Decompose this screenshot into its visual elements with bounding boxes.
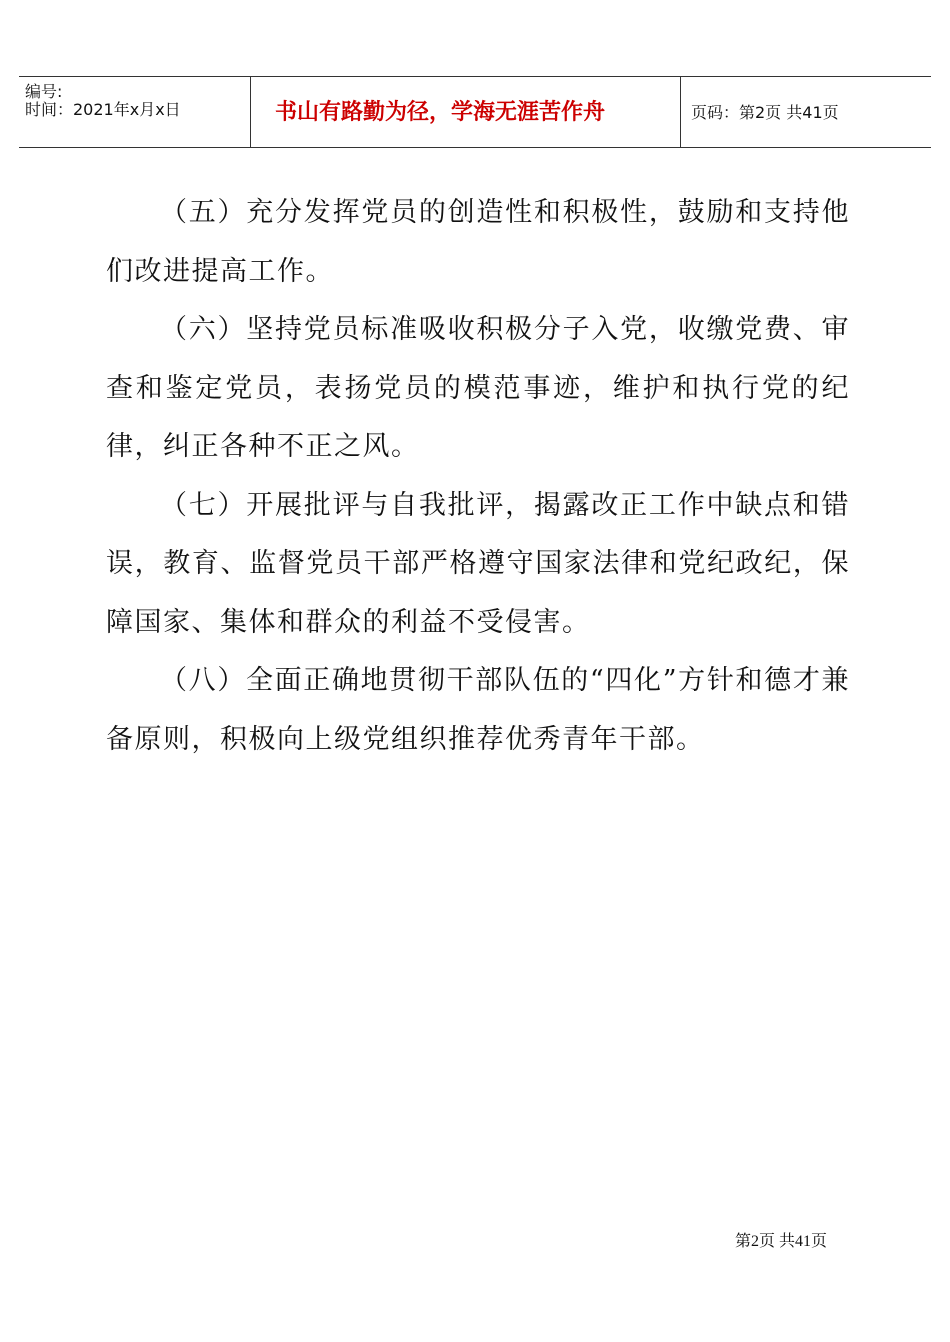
date-label: 时间：2021年x月x日	[25, 100, 181, 119]
motto-text: 书山有路勤为径，学海无涯苦作舟	[275, 100, 606, 125]
paragraph: （五）充分发挥党员的创造性和积极性，鼓励和支持他们改进提高工作。	[106, 197, 850, 287]
paragraph: （八）全面正确地贯彻干部队伍的“四化”方针和德才兼备原则，积极向上级党组织推荐优秀青年干部。	[106, 665, 850, 755]
document-body	[106, 184, 850, 769]
document-header	[19, 76, 931, 148]
header-info-cell	[19, 77, 251, 147]
paragraph: （六）坚持党员标准吸收积极分子入党，收缴党费、审查和鉴定党员，表扬党员的模范事迹，维护和执行党的纪律，纠正各种不正之风。	[106, 314, 850, 462]
number-label: 编号:	[25, 82, 63, 101]
header-page-number: 页码：第2页 共41页	[691, 103, 839, 122]
header-motto-cell	[251, 77, 681, 147]
footer-page-number: 第2页 共41页	[735, 1233, 828, 1250]
paragraph: （七）开展批评与自我批评，揭露改正工作中缺点和错误，教育、监督党员干部严格遵守国家法律和党纪政纪，保障国家、集体和群众的利益不受侵害。	[106, 489, 850, 638]
header-page-cell	[681, 77, 931, 147]
